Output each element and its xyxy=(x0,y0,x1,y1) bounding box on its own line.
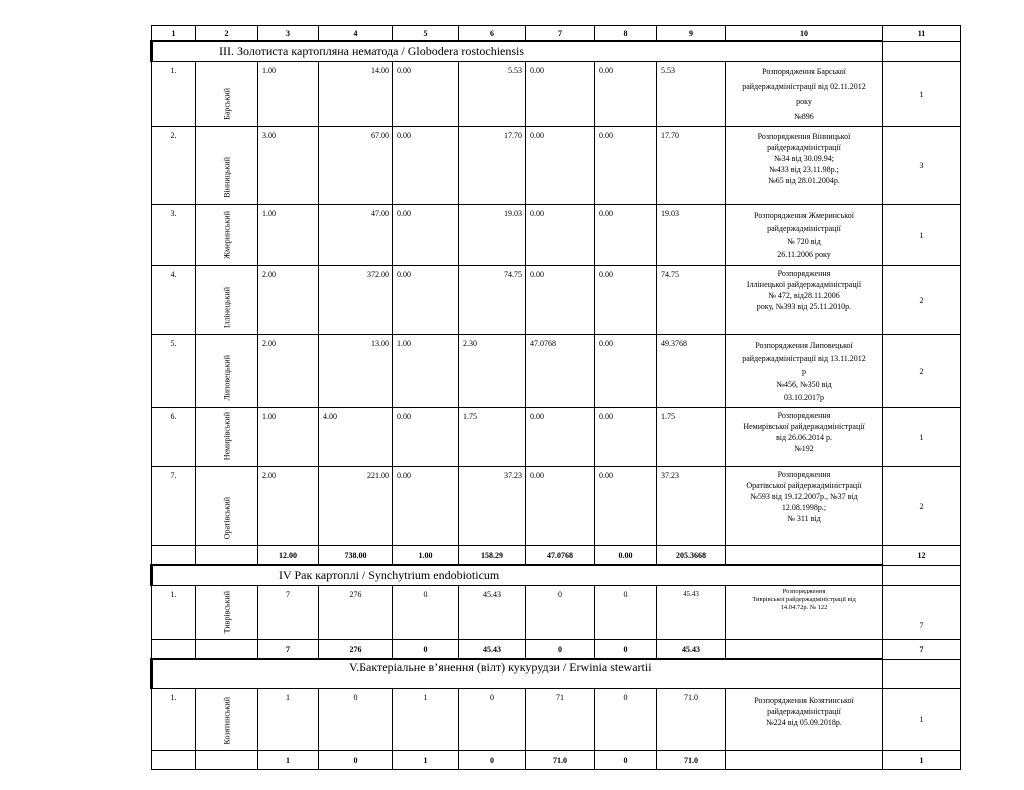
total-spacer xyxy=(726,751,883,770)
column-header: 4 xyxy=(319,26,393,42)
cell-c4: 276 xyxy=(319,586,393,640)
cell-c6: 5.53 xyxy=(459,62,526,127)
cell-c9: 5.53 xyxy=(657,62,726,127)
total-c6: 158.29 xyxy=(459,546,526,566)
cell-c5: 0.00 xyxy=(393,467,459,546)
district-name: Барський xyxy=(222,88,231,120)
district-name: Вінницький xyxy=(222,157,231,198)
district-name: Іллінецький xyxy=(222,286,231,328)
table-row xyxy=(152,62,961,127)
doc-line: Немирівської райдержадміністрації xyxy=(743,422,865,431)
doc-line: Оратівської райдержадміністрації xyxy=(746,481,862,490)
total-c11: 12 xyxy=(883,546,961,566)
district-name: Тиврівський xyxy=(222,590,231,633)
doc-line: року xyxy=(796,97,812,106)
district-cell xyxy=(196,586,258,640)
total-c7: 0 xyxy=(526,640,595,660)
cell-c9: 74.75 xyxy=(657,266,726,335)
doc-line: №224 від 05.09.2018р. xyxy=(766,718,842,727)
district-name: Липовецький xyxy=(222,355,231,401)
total-c9: 71.0 xyxy=(657,751,726,770)
cell-c4: 67.00 xyxy=(319,127,393,205)
doc-line: райдержадміністрації xyxy=(767,707,841,716)
doc-line: Розпорядження Козятинської xyxy=(754,696,854,705)
doc-line: Розпорядження Барської xyxy=(762,67,846,76)
row-index: 4. xyxy=(152,266,196,335)
table-row xyxy=(152,205,961,266)
total-c7: 71.0 xyxy=(526,751,595,770)
total-c3: 7 xyxy=(258,640,319,660)
section-title-spacer xyxy=(883,659,961,689)
cell-c8: 0.00 xyxy=(595,467,657,546)
cell-c6: 17.70 xyxy=(459,127,526,205)
cell-c4: 372.00 xyxy=(319,266,393,335)
cell-c11: 1 xyxy=(883,689,961,751)
section-title-row xyxy=(152,659,961,689)
cell-c9: 49.3768 xyxy=(657,335,726,408)
total-c9: 205.3668 xyxy=(657,546,726,566)
document-cell xyxy=(726,62,883,127)
total-spacer xyxy=(726,546,883,566)
cell-c5: 0.00 xyxy=(393,266,459,335)
total-c4: 738.00 xyxy=(319,546,393,566)
cell-c11: 7 xyxy=(883,586,961,640)
cell-c9: 1.75 xyxy=(657,408,726,467)
doc-line: Розпорядження Вінницької xyxy=(757,132,851,141)
cell-c3: 1.00 xyxy=(258,205,319,266)
column-header: 11 xyxy=(883,26,961,42)
cell-c3: 2.00 xyxy=(258,335,319,408)
document-cell xyxy=(726,335,883,408)
total-spacer xyxy=(196,546,258,566)
doc-line: райдержадміністрації xyxy=(767,143,841,152)
row-index: 7. xyxy=(152,467,196,546)
cell-c4: 47.00 xyxy=(319,205,393,266)
column-header-row xyxy=(152,26,961,42)
cell-c7: 47.0768 xyxy=(526,335,595,408)
doc-line: Розпорядження xyxy=(777,411,831,420)
section-title-spacer xyxy=(883,41,961,62)
total-c9: 45.43 xyxy=(657,640,726,660)
doc-line: райдержадміністрації від 13.11.2012 xyxy=(742,353,866,363)
district-cell xyxy=(196,205,258,266)
document-cell xyxy=(726,127,883,205)
doc-line: Тиврівської райдержадміністрації від xyxy=(752,596,856,603)
cell-c11: 1 xyxy=(883,408,961,467)
cell-c7: 0.00 xyxy=(526,266,595,335)
column-header: 8 xyxy=(595,26,657,42)
table-row xyxy=(152,266,961,335)
total-c8: 0.00 xyxy=(595,546,657,566)
row-index: 5. xyxy=(152,335,196,408)
doc-line: № 720 від xyxy=(787,237,821,246)
cell-c8: 0 xyxy=(595,689,657,751)
total-c4: 276 xyxy=(319,640,393,660)
row-index: 1. xyxy=(152,689,196,751)
cell-c6: 45.43 xyxy=(459,586,526,640)
cell-c11: 3 xyxy=(883,127,961,205)
document-cell xyxy=(726,467,883,546)
doc-line: №593 від 19.12.2007р., №37 від xyxy=(750,492,858,501)
cell-c3: 2.00 xyxy=(258,266,319,335)
column-header: 9 xyxy=(657,26,726,42)
cell-c5: 0.00 xyxy=(393,408,459,467)
cell-c8: 0.00 xyxy=(595,127,657,205)
section-title: V.Бактеріальне в’янення (вілт) кукурудзи / Erwinia stewartii xyxy=(152,659,883,689)
cell-c9: 19.03 xyxy=(657,205,726,266)
cell-c6: 1.75 xyxy=(459,408,526,467)
total-c3: 12.00 xyxy=(258,546,319,566)
document-cell xyxy=(726,266,883,335)
document-cell xyxy=(726,205,883,266)
total-spacer xyxy=(152,640,196,660)
document-cell xyxy=(726,689,883,751)
total-c5: 1.00 xyxy=(393,546,459,566)
cell-c5: 0.00 xyxy=(393,62,459,127)
doc-line: №65 від 28.01.2004р. xyxy=(768,176,840,185)
doc-line: 14.04.72р. № 122 xyxy=(780,604,828,611)
total-c11: 1 xyxy=(883,751,961,770)
total-c5: 1 xyxy=(393,751,459,770)
cell-c5: 0.00 xyxy=(393,205,459,266)
section-title-row xyxy=(152,565,961,586)
cell-c9: 45.43 xyxy=(657,586,726,640)
cell-c7: 0.00 xyxy=(526,127,595,205)
doc-line: №896 xyxy=(794,112,814,121)
district-name: Оратівський xyxy=(222,496,231,539)
district-cell xyxy=(196,335,258,408)
section-title: ІІІ. Золотиста картопляна нематода / Globodera rostochiensis xyxy=(152,41,883,62)
total-c5: 0 xyxy=(393,640,459,660)
row-index: 1. xyxy=(152,62,196,127)
cell-c3: 1.00 xyxy=(258,408,319,467)
column-header: 6 xyxy=(459,26,526,42)
row-index: 3. xyxy=(152,205,196,266)
row-index: 2. xyxy=(152,127,196,205)
row-index: 6. xyxy=(152,408,196,467)
section-title: IV Рак картоплі / Synchytrium endobioticum xyxy=(152,565,883,586)
doc-line: 12.08.1998р.; xyxy=(781,503,827,512)
doc-line: Розпорядження xyxy=(782,588,826,595)
cell-c4: 4.00 xyxy=(319,408,393,467)
total-spacer xyxy=(726,640,883,660)
district-name: Жмеринський xyxy=(222,211,231,259)
doc-line: райдержадміністрації xyxy=(767,224,841,233)
doc-line: №192 xyxy=(794,444,814,453)
cell-c4: 0 xyxy=(319,689,393,751)
table-row xyxy=(152,689,961,751)
cell-c7: 0.00 xyxy=(526,62,595,127)
doc-line: 26.11.2006 року xyxy=(777,250,831,259)
district-cell xyxy=(196,689,258,751)
cell-c6: 2.30 xyxy=(459,335,526,408)
cell-c6: 0 xyxy=(459,689,526,751)
doc-line: № 311 від xyxy=(787,514,821,523)
doc-line: Розпорядження Жмеринської xyxy=(754,211,854,220)
district-name: Козятинський xyxy=(222,696,231,744)
district-cell xyxy=(196,467,258,546)
cell-c8: 0.00 xyxy=(595,62,657,127)
cell-c9: 17.70 xyxy=(657,127,726,205)
doc-line: Іллінецької райдержадміністрації xyxy=(746,280,862,289)
cell-c5: 1 xyxy=(393,689,459,751)
cell-c11: 2 xyxy=(883,335,961,408)
table-row xyxy=(152,467,961,546)
doc-line: Розпорядження Липовецької xyxy=(755,340,853,350)
table-row xyxy=(152,127,961,205)
cell-c3: 7 xyxy=(258,586,319,640)
cell-c7: 0.00 xyxy=(526,205,595,266)
cell-c4: 14.00 xyxy=(319,62,393,127)
doc-line: №433 від 23.11.98р.; xyxy=(769,165,839,174)
total-spacer xyxy=(196,751,258,770)
cell-c3: 2.00 xyxy=(258,467,319,546)
cell-c8: 0.00 xyxy=(595,266,657,335)
cell-c3: 1 xyxy=(258,689,319,751)
column-header: 10 xyxy=(726,26,883,42)
cell-c5: 1.00 xyxy=(393,335,459,408)
cell-c7: 0.00 xyxy=(526,467,595,546)
column-header: 5 xyxy=(393,26,459,42)
quarantine-table xyxy=(150,25,961,770)
doc-line: №34 від 30.09.94; xyxy=(774,154,834,163)
doc-line: № 472, від28.11.2006 xyxy=(768,291,840,300)
total-c7: 47.0768 xyxy=(526,546,595,566)
cell-c6: 74.75 xyxy=(459,266,526,335)
cell-c8: 0.00 xyxy=(595,205,657,266)
doc-line: Розпорядження xyxy=(777,269,831,278)
section-title-spacer xyxy=(883,565,961,586)
district-name: Немирівський xyxy=(222,411,231,460)
column-header: 3 xyxy=(258,26,319,42)
cell-c11: 2 xyxy=(883,467,961,546)
cell-c6: 19.03 xyxy=(459,205,526,266)
cell-c4: 13.00 xyxy=(319,335,393,408)
total-row xyxy=(152,751,961,770)
district-cell xyxy=(196,408,258,467)
column-header: 1 xyxy=(152,26,196,42)
cell-c9: 71.0 xyxy=(657,689,726,751)
cell-c7: 0 xyxy=(526,586,595,640)
doc-line: від 26.06.2014 р. xyxy=(775,433,833,442)
doc-line: №456, №350 від xyxy=(776,379,832,389)
total-spacer xyxy=(196,640,258,660)
total-spacer xyxy=(152,546,196,566)
total-c8: 0 xyxy=(595,751,657,770)
cell-c5: 0.00 xyxy=(393,127,459,205)
cell-c9: 37.23 xyxy=(657,467,726,546)
cell-c8: 0 xyxy=(595,586,657,640)
district-cell xyxy=(196,266,258,335)
cell-c5: 0 xyxy=(393,586,459,640)
total-c6: 0 xyxy=(459,751,526,770)
cell-c4: 221.00 xyxy=(319,467,393,546)
total-c11: 7 xyxy=(883,640,961,660)
cell-c3: 1.00 xyxy=(258,62,319,127)
cell-c6: 37.23 xyxy=(459,467,526,546)
cell-c3: 3.00 xyxy=(258,127,319,205)
doc-line: року, №393 від 25.11.2010р. xyxy=(756,302,852,311)
cell-c8: 0.00 xyxy=(595,335,657,408)
district-cell xyxy=(196,62,258,127)
column-header: 7 xyxy=(526,26,595,42)
cell-c11: 1 xyxy=(883,205,961,266)
district-cell xyxy=(196,127,258,205)
cell-c11: 2 xyxy=(883,266,961,335)
doc-line: райдержадміністрації від 02.11.2012 xyxy=(742,82,866,91)
table-row xyxy=(152,408,961,467)
total-c6: 45.43 xyxy=(459,640,526,660)
doc-line: р xyxy=(802,366,806,376)
column-header: 2 xyxy=(196,26,258,42)
total-c4: 0 xyxy=(319,751,393,770)
row-index: 1. xyxy=(152,586,196,640)
doc-line: 03.10.2017р xyxy=(784,392,824,402)
cell-c8: 0.00 xyxy=(595,408,657,467)
cell-c7: 0.00 xyxy=(526,408,595,467)
document-cell xyxy=(726,586,883,640)
total-row xyxy=(152,640,961,660)
total-spacer xyxy=(152,751,196,770)
total-c8: 0 xyxy=(595,640,657,660)
document-cell xyxy=(726,408,883,467)
doc-line: Розпорядження xyxy=(777,470,831,479)
table-row xyxy=(152,586,961,640)
total-c3: 1 xyxy=(258,751,319,770)
total-row xyxy=(152,546,961,566)
section-title-row xyxy=(152,41,961,62)
table-row xyxy=(152,335,961,408)
cell-c7: 71 xyxy=(526,689,595,751)
cell-c11: 1 xyxy=(883,62,961,127)
